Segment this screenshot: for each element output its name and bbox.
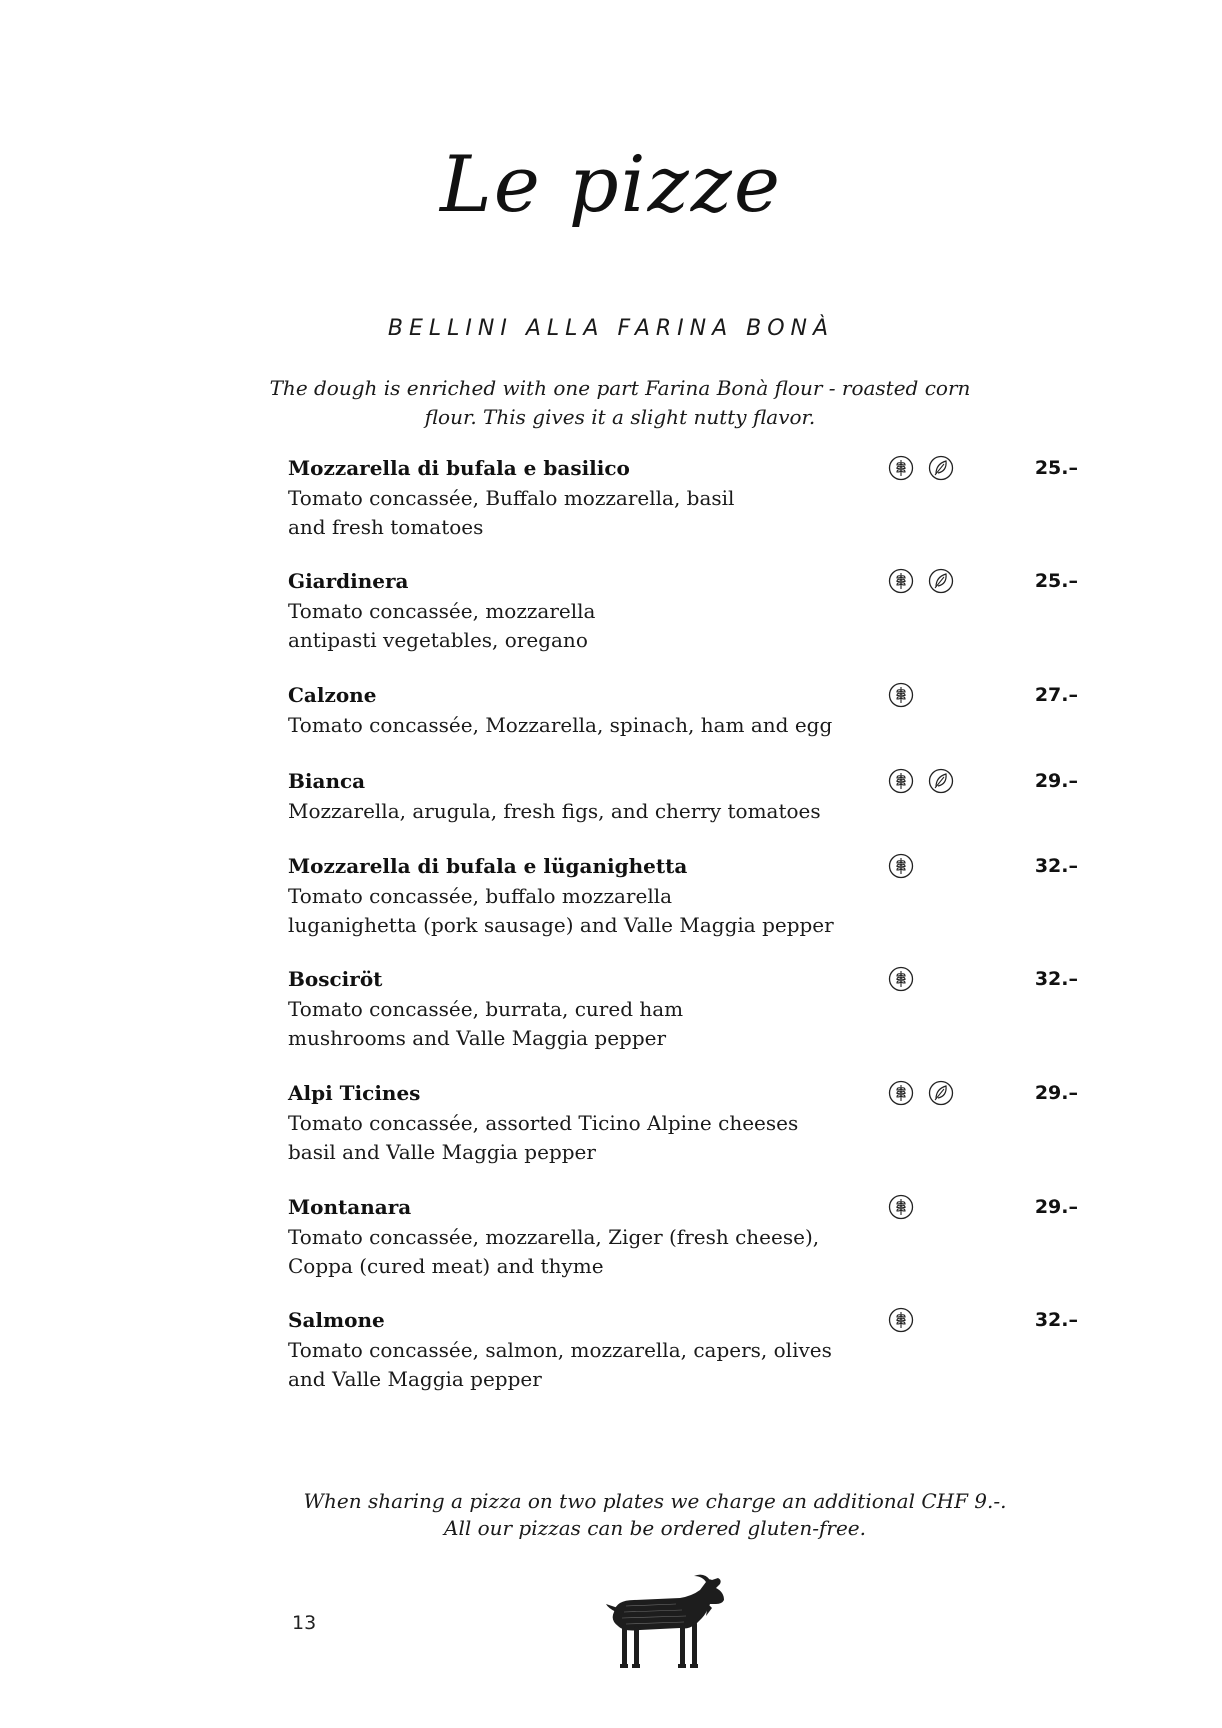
item-name: Bosciröt [288,967,383,991]
item-description [288,1223,848,1281]
section-title: BELLINI ALLA FARINA BONÀ [387,316,835,341]
leaf-icon [928,455,954,481]
item-description-line: Tomato concassée, mozzarella [288,599,596,623]
item-name: Alpi Ticines [288,1081,421,1105]
item-description-line: mushrooms and Valle Maggia pepper [288,1026,667,1050]
item-description [288,1109,848,1167]
item-price: 25.– [1034,570,1078,592]
item-description [288,711,848,740]
item-description-line: and fresh tomatoes [288,515,484,539]
item-description-line: Tomato concassée, Buffalo mozzarella, basil [288,486,735,510]
intro-text: The dough is enriched with one part Farina Bonà flour - roasted corn flour. This gives it a slight nutty flavor. [269,376,971,429]
goat-illustration [596,1574,728,1674]
item-name: Montanara [288,1195,412,1219]
item-price: 32.– [1034,968,1078,990]
wheat-icon [888,1080,914,1106]
item-description-line: Tomato concassée, Mozzarella, spinach, ham and egg [288,713,833,737]
leaf-icon [928,1080,954,1106]
item-description [288,995,848,1053]
item-description [288,797,848,826]
wheat-icon [888,682,914,708]
item-description [288,597,848,655]
leaf-icon [928,568,954,594]
item-description-line: Tomato concassée, burrata, cured ham [288,997,684,1021]
footer-line-2: All our pizzas can be ordered gluten-free. [444,1516,866,1540]
item-description-line: basil and Valle Maggia pepper [288,1140,596,1164]
item-name: Calzone [288,683,377,707]
item-description [288,484,848,542]
wheat-icon [888,768,914,794]
item-description-line: Tomato concassée, salmon, mozzarella, capers, olives [288,1338,832,1362]
item-description [288,882,848,940]
item-name: Giardinera [288,569,409,593]
item-price: 27.– [1034,684,1078,706]
item-description [288,1336,848,1394]
item-price: 25.– [1034,457,1078,479]
item-description-line: Tomato concassée, assorted Ticino Alpine cheeses [288,1111,799,1135]
item-price: 29.– [1034,1082,1078,1104]
page-number: 13 [292,1612,317,1634]
item-price: 32.– [1034,855,1078,877]
wheat-icon [888,966,914,992]
item-name: Salmone [288,1308,385,1332]
leaf-icon [928,768,954,794]
item-price: 29.– [1034,770,1078,792]
item-price: 29.– [1034,1196,1078,1218]
item-description-line: Tomato concassée, mozzarella, Ziger (fresh cheese), [288,1225,820,1249]
item-description-line: Coppa (cured meat) and thyme [288,1254,604,1278]
item-description-line: Mozzarella, arugula, fresh figs, and cherry tomatoes [288,799,821,823]
footer-line-1: When sharing a pizza on two plates we charge an additional CHF 9.-. [303,1489,1007,1513]
item-name: Mozzarella di bufala e lüganighetta [288,854,688,878]
item-description-line: antipasti vegetables, oregano [288,628,588,652]
wheat-icon [888,568,914,594]
wheat-icon [888,455,914,481]
wheat-icon [888,1194,914,1220]
footer-note [0,1488,1222,1542]
item-price: 32.– [1034,1309,1078,1331]
item-name: Mozzarella di bufala e basilico [288,456,630,480]
wheat-icon [888,853,914,879]
wheat-icon [888,1307,914,1333]
page-title: Le pizze [440,140,782,230]
item-description-line: Tomato concassée, buffalo mozzarella [288,884,673,908]
item-description-line: and Valle Maggia pepper [288,1367,542,1391]
item-description-line: luganighetta (pork sausage) and Valle Maggia pepper [288,913,834,937]
item-name: Bianca [288,769,366,793]
